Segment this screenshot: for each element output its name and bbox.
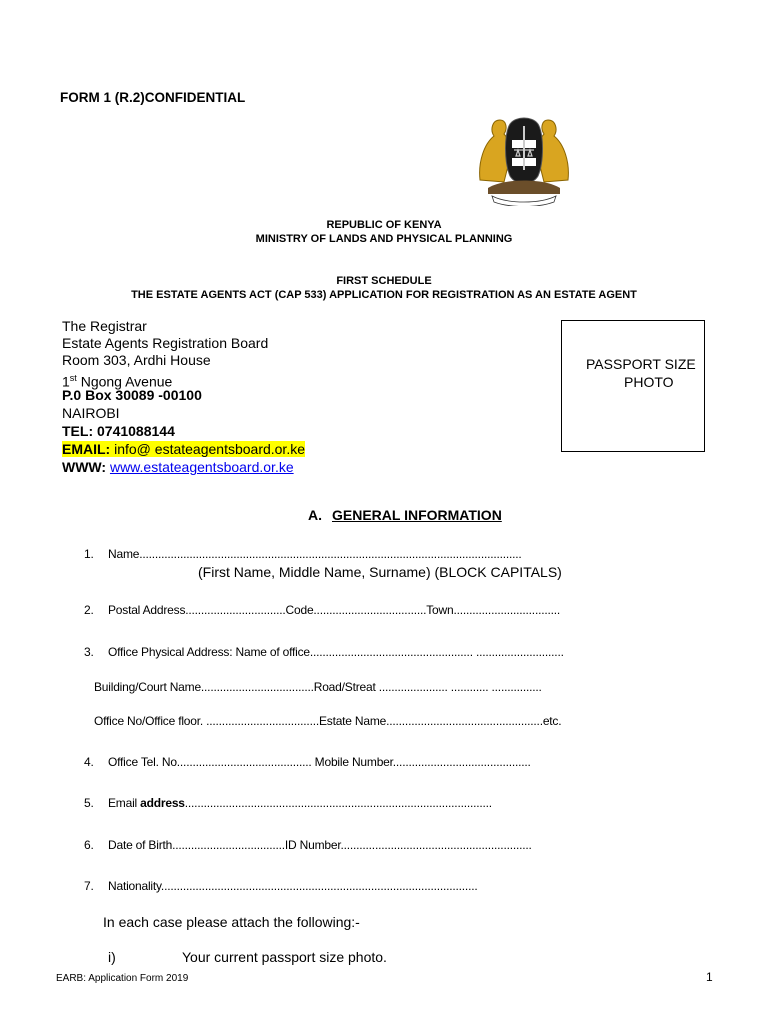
act-heading: THE ESTATE AGENTS ACT (CAP 533) APPLICATION FOR REGISTRATION AS AN ESTATE AGENT <box>131 289 637 301</box>
field-office-estate[interactable]: Office No/Office floor. ....................................Estate Name..................................................etc. <box>94 714 562 728</box>
footer-text: EARB: Application Form 2019 <box>56 973 189 984</box>
attach-item-text: Your current passport size photo. <box>182 949 387 965</box>
address-city: NAIROBI <box>62 405 120 421</box>
street-number: 1 <box>62 373 70 390</box>
ministry-heading: MINISTRY OF LANDS AND PHYSICAL PLANNING <box>255 233 513 245</box>
attach-item-number: i) <box>108 949 116 965</box>
address-email <box>62 441 305 458</box>
attach-intro: In each case please attach the following:- <box>103 914 360 930</box>
address-line-room: Room 303, Ardhi House <box>62 352 211 368</box>
address-pobox: P.0 Box 30089 -00100 <box>62 387 202 403</box>
email-value[interactable]: info@ estateagentsboard.or.ke <box>110 441 306 457</box>
section-title: GENERAL INFORMATION <box>332 507 502 523</box>
field-dob-id[interactable]: 6. Date of Birth....................................ID Number............................................................. <box>84 838 532 852</box>
field-email[interactable]: 5. Email address.................................................................................................. <box>84 796 492 810</box>
address-line-board: Estate Agents Registration Board <box>62 335 269 351</box>
address-line-registrar: The Registrar <box>62 318 147 334</box>
field-office-tel[interactable]: 4. Office Tel. No........................................... Mobile Number............................................ <box>84 755 531 769</box>
form-title: FORM 1 (R.2)CONFIDENTIAL <box>60 90 246 105</box>
page-number: 1 <box>706 970 713 984</box>
field-building-road[interactable]: Building/Court Name....................................Road/Streat ...................... ............ ................ <box>94 680 542 694</box>
street-name: Ngong Avenue <box>76 373 173 390</box>
street-ordinal: st <box>69 373 77 383</box>
website-link[interactable]: www.estateagentsboard.or.ke <box>109 459 294 475</box>
field-name[interactable]: 1. Name.......................................................................................................................... <box>84 547 522 561</box>
address-tel: TEL: 0741088144 <box>62 423 175 439</box>
photo-label-line2: PHOTO <box>624 374 674 390</box>
photo-label-line1: PASSPORT SIZE <box>586 356 696 372</box>
address-www <box>62 459 294 476</box>
section-heading <box>308 507 502 523</box>
email-label: EMAIL: info@ estateagentsboard.or.ke <box>62 441 306 457</box>
schedule-heading: FIRST SCHEDULE <box>336 275 432 287</box>
field-nationality[interactable]: 7. Nationality..................................................................................................... <box>84 879 478 893</box>
kenya-coat-of-arms-icon <box>474 110 574 206</box>
field-office-address[interactable]: 3. Office Physical Address: Name of office.................................................... ............................ <box>84 645 564 659</box>
section-letter: A. <box>308 507 322 523</box>
field-name-hint: (First Name, Middle Name, Surname) (BLOCK CAPITALS) <box>198 564 562 580</box>
www-label: WWW: <box>62 459 110 475</box>
republic-heading: REPUBLIC OF KENYA <box>326 219 442 231</box>
field-postal-address[interactable]: 2. Postal Address................................Code....................................Town.................................. <box>84 603 561 617</box>
